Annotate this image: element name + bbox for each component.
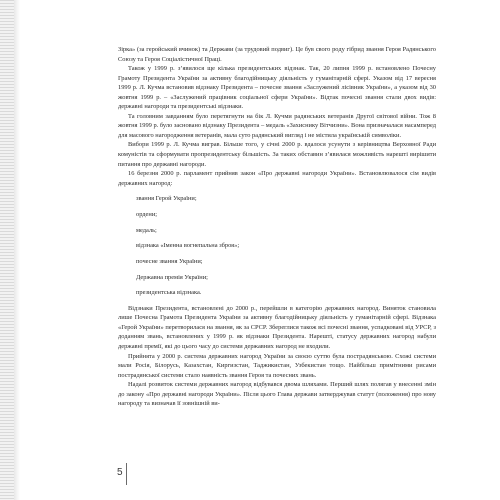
paragraph: Зірка» (за геройський вчинок) та Держави (за трудовий подвиг). Це був свого роду гібрид звання Героя Радянського Союзу та Героя Соціалістичної Праці. xyxy=(118,46,436,63)
book-gutter-shadow xyxy=(14,0,20,500)
list-item: медаль; xyxy=(136,226,157,234)
page-number: 5 xyxy=(117,467,123,478)
list-item: звання Герой України; xyxy=(136,195,197,203)
list-item: Державна премія України; xyxy=(136,273,208,281)
list-item: почесне звання України; xyxy=(136,257,203,265)
paragraph: 16 березня 2000 р. парламент прийняв закон «Про державні нагороди України». Встановлювалося сім видів державних нагород: xyxy=(118,170,436,187)
document-body xyxy=(118,45,436,409)
list-item: ордени; xyxy=(136,210,158,218)
paragraph: Також у 1999 р. з’явилося ще кілька президентських відзнак. Так, 20 липня 1999 р. встановлено Почесну Грамоту Президента України за активну благодійницьку діяльність у гуманітарній сфері. Указом від 17 вересня 1999 р. Л. Кучма встановив відзнаку Президента – почесне звання «Заслужений лісівник України», а указом від 30 жовтня 1999 р. – «Заслужений працівник соціальної сфери України». Відтак почесні звання стали двох видів: державні нагороди та президентські відзнаки. xyxy=(118,65,436,111)
paragraph: Вибори 1999 р. Л. Кучма виграв. Більше того, у січні 2000 р. вдалося усунути з керівництва Верховної Ради комуністів та сформувати пропрезидентську більшість. За таких обставин з’явилася можливість нарешті вирішити питання про державні нагороди. xyxy=(118,141,436,168)
list-item: відзнака «Іменна вогнепальна зброя»; xyxy=(136,242,240,250)
page-number-rule xyxy=(126,463,127,485)
paragraph: Прийнята у 2000 р. система державних нагород України за своєю суттю була пострадянською. Схожі системи мали Росія, Білорусь, Казахстан, Киргизстан, Таджикистан, Узбекистан тощо. Найбільш примітними рисами пострадянської системи стало наявність звання Героя та почесних звань. xyxy=(118,352,436,379)
paragraph: Надалі розвиток системи державних нагород відбувався двома шляхами. Перший шлях полягав у внесенні змін до закону «Про державні нагороди України». Після цього Глава держави затверджував статут (положення) про нову нагороду та визначав її зовнішній ви- xyxy=(118,381,436,408)
book-binding-edge xyxy=(0,0,15,500)
list-item: президентська відзнака. xyxy=(136,289,202,297)
paragraph: Відзнаки Президента, встановлені до 2000 р., перейшли в категорію державних нагород. Виняток становила лише Почесна Грамота Президента України за активну благодійницьку діяльність у гуманітарній сфері. Відзнака «Герой України» перетворилася на звання, як за СРСР. Збереглися також всі почесні звання, успадковані від УРСР, з доданням звань, встановлених у 1999 р. як відзнаки Президента. Нарешті, статусу державних нагород набули державні премії, які до цього часу до системи державних нагород не входили. xyxy=(118,304,436,350)
paragraph: Та головним завданням було перетягнути на бік Л. Кучми радянських ветеранів Другої світової війни. Тож 8 жовтня 1999 р. було засновано відзнаку Президента – медаль «Захиснику Вітчизни». Вона призначалася насамперед для масового нагородження ветеранів, мала суто радянський вигляд і не містила українській символіки. xyxy=(118,112,436,139)
